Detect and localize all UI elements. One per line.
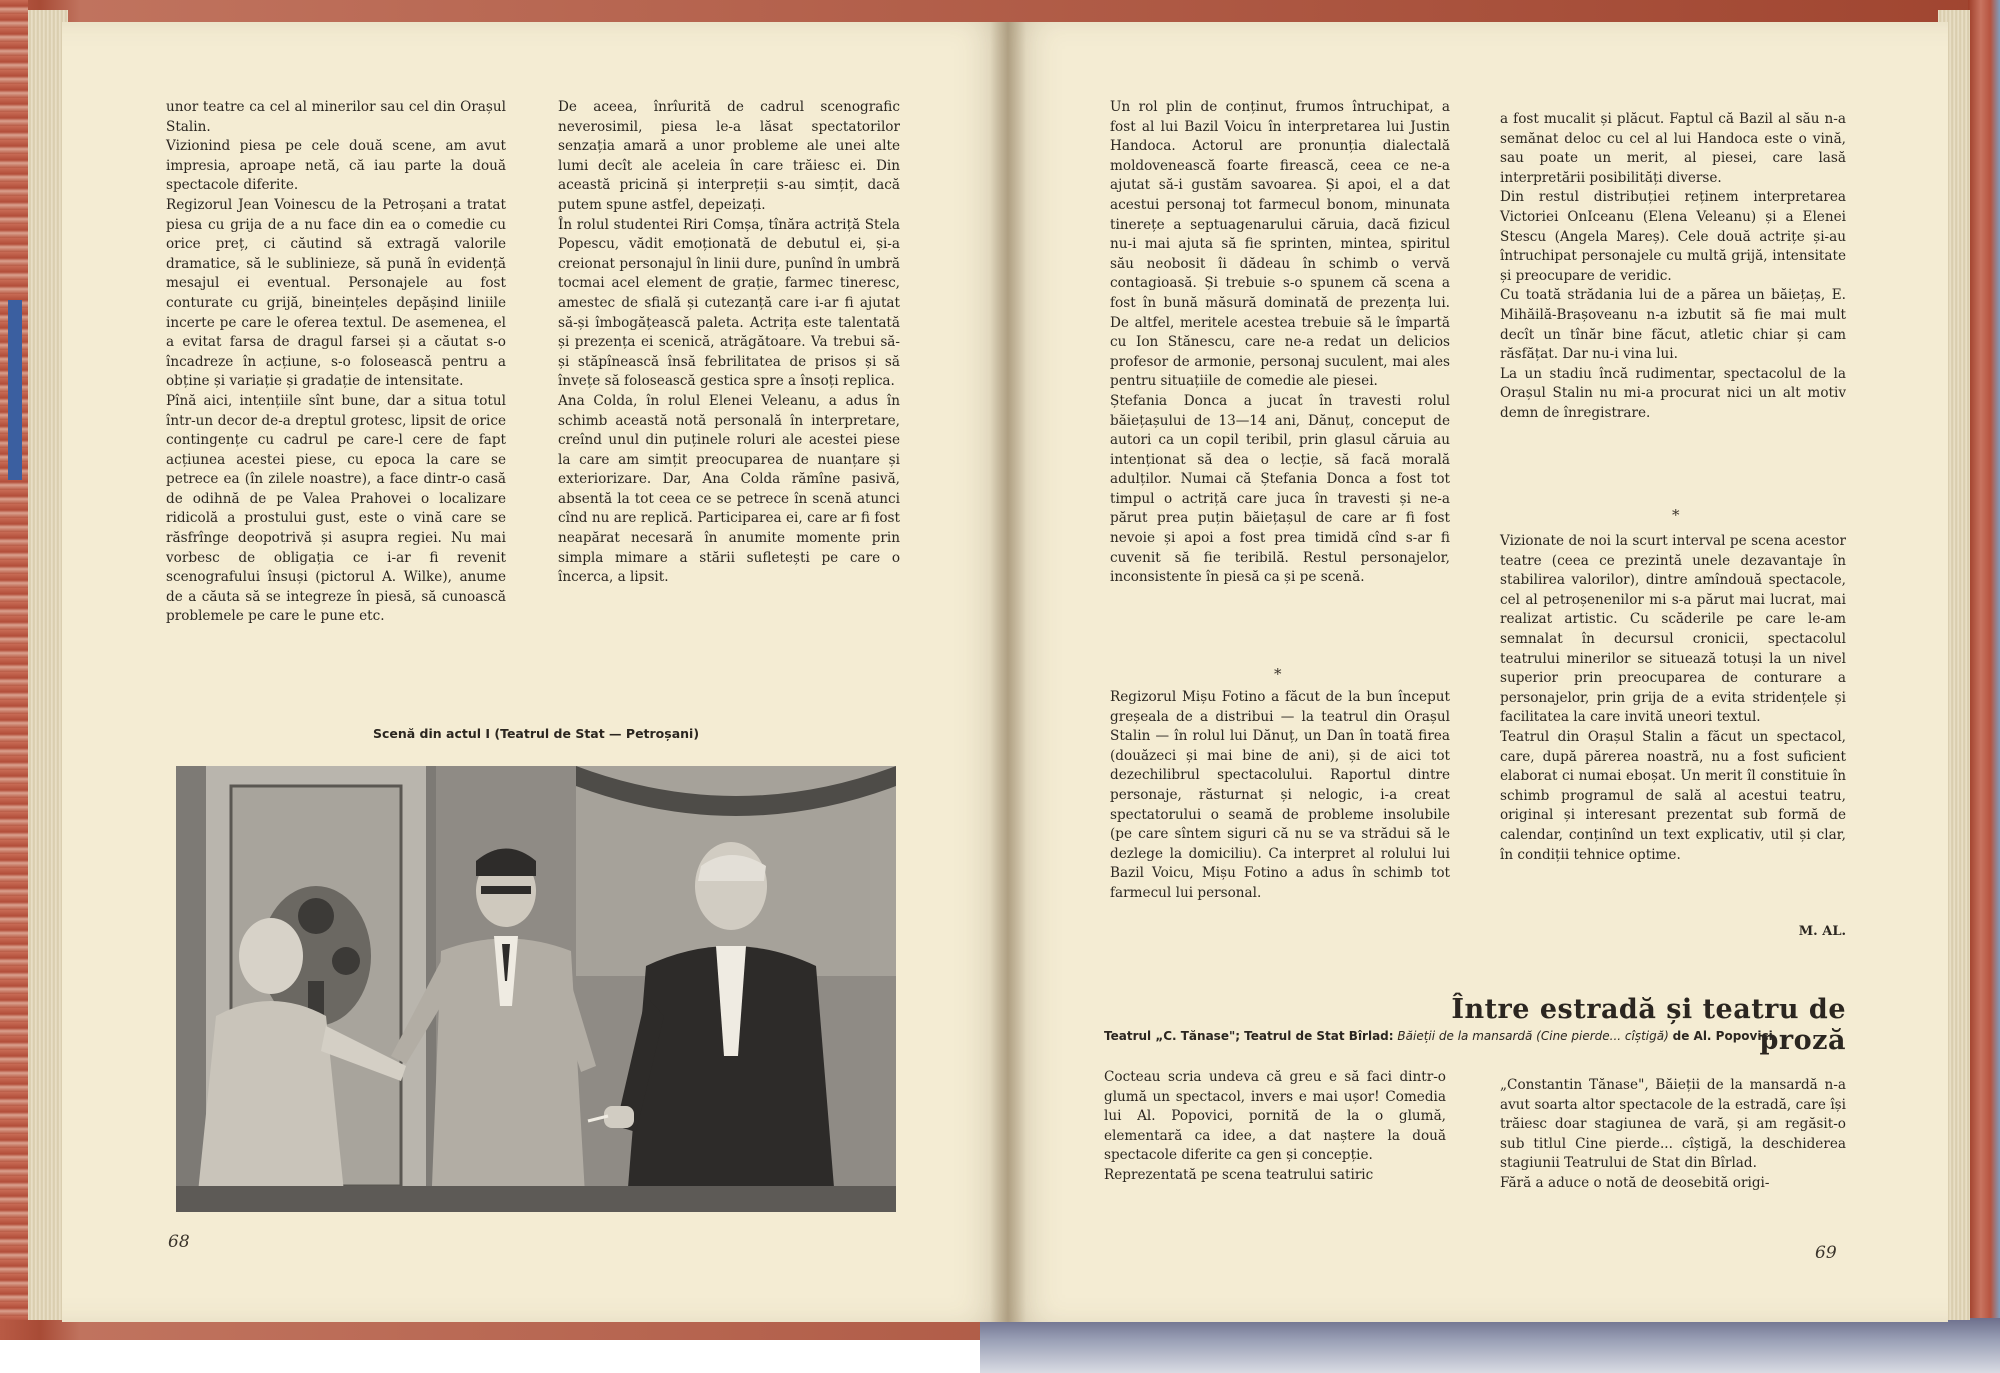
right-page-column-2b: Vizionate de noi la scurt interval pe scena acestor teatre (ceea ce prezintă unele dezavantaje în stabilirea valorilor), dintre amîndouă spectacole, cel al petroșenenilor mi s-a părut mai lucrat, mai realizat artistic. Cu scăderile pe care le-am semnalat în decursul cronicii, spectacolul teatrului minerilor se situează totuși la un nivel superior prin preocuparea de conturare a personajelor, prin grija de a evita stridențele și facilitatea la care invită uneori textul. Teatrul din Orașul Stalin a făcut un spectacol, care, după părerea noastră, nu a fost suficient elaborat ci numai eboșat. Un merit îl constituie în schimb programul de sală al acestui teatru, original și interesant prezentat sub formă de calendar, conținînd un text explicativ, util și clar, în condiții tehnice optime.	[1500, 533, 1846, 863]
left-bookmark	[8, 300, 22, 480]
photo-caption: Scenă din actul I (Teatrul de Stat — Petroșani)	[372, 726, 700, 741]
article-column-1: Cocteau scria undeva că greu e să faci dintr-o glumă un spectacol, invers e mai ușor! Comedia lui Al. Popovici, pornită de la o glumă, elementară ca idee, a dat naștere la două spectacole diferite ca gen și concepție. Reprezentată pe scena teatrului satiric	[1104, 1069, 1446, 1183]
subtitle-play: Băieții de la mansardă (Cine pierde... cîștigă)	[1397, 1029, 1669, 1043]
right-page-column-2: a fost mucalit și plăcut. Faptul că Bazil al său n-a semănat deloc cu cel al lui Handoca este o vină, sau poate un merit, al piesei, care lasă interpretării posibilități diverse. Din restul distribuției reținem interpretarea Victoriei OnIceanu (Elena Veleanu) și a Elenei Stescu (Angela Mareș). Cele două actrițe și-au întruchipat personajele cu multă grijă, intensitate și preocupare de veridic. Cu toată strădania lui de a părea un băiețaș, E. Mihăilă-Brașoveanu n-a izbutit să fie mai mult decît un tînăr bine făcut, atletic chiar și cam răsfățat. Dar nu-i vina lui. La un stadiu încă rudimentar, spectacolul de la Orașul Stalin nu mi-a procurat nici un alt motiv demn de înregistrare.	[1500, 111, 1846, 421]
left-page-column-1: unor teatre ca cel al minerilor sau cel din Orașul Stalin. Vizionind piesa pe cele două scene, am avut impresia, aproape netă, că iau parte la două spectacole diferite. Regizorul Jean Voinescu de la Petroșani a tratat piesa cu grija de a nu face din ea o comedie cu orice preț, ci căutind să extragă valorile dramatice, să le sublinieze, să pună în evidență mesajul ei eventual. Personajele au fost conturate cu grijă, bineințeles depășind liniile incerte pe care le oferea textul. De asemenea, el a evitat farsa de dragul farsei și a căutat s-o încadreze în acțiune, s-o folosească pentru a obține și variație și gradație de intensitate. Pînă aici, intențiile sînt bune, dar a situa totul într-un decor de-a dreptul grotesc, lipsit de orice contingențe cu cadrul pe care-l cere de fapt acțiunea acestei piese, cu epoca la care se petrece ea (în zilele noastre), a face dintr-o casă de odihnă de pe Valea Prahovei o localizare ridicolă a prostului gust, este o vină care se răsfrînge deopotrivă și asupra regiei. Nu mai vorbesc de obligația ce i-ar fi revenit scenografului însuși (pictorul A. Wilke), anume de a căuta să se integreze în piesă, să cunoască problemele pe care le pune etc.	[166, 99, 506, 625]
subtitle-author: de Al. Popovici	[1672, 1029, 1773, 1043]
subtitle-theatres: Teatrul „C. Tănase"; Teatrul de Stat Bîrlad:	[1104, 1029, 1394, 1043]
stage-scene-photo	[176, 766, 896, 1212]
author-signature: M. AL.	[1798, 924, 1846, 939]
article-subtitle	[1104, 1029, 1846, 1043]
article-title: Între estradă și teatru de proză	[1451, 994, 1846, 1056]
section-separator-1: *	[1274, 665, 1282, 683]
left-cover-edge	[0, 0, 28, 1320]
section-separator-2: *	[1672, 506, 1680, 524]
right-page-column-1: Un rol plin de conținut, frumos întruchipat, a fost al lui Bazil Voicu în interpretarea lui Justin Handoca. Actorul are pronunția dialectală moldovenească foarte firească, ceea ce ne-a ajutat să-i gustăm savoarea. Și apoi, el a dat acestui personaj tot farmecul bonom, minunata tinerețe a septuagenarului căruia, dacă fizicul nu-i mai ajuta să fie sprinten, mintea, spiritul său neobosit îi dădeau în schimb o vervă contagioasă. Și trebuie s-o spunem că scena a fost în bună măsură dominată de prezența lui. De altfel, meritele acestea trebuie să le împartă cu Ion Stănescu, care ne-a redat un delicios profesor de armonie, personaj suculent, mai ales pentru situațiile de comedie ale piesei. Ștefania Donca a jucat în travesti rolul băiețașului de 13—14 ani, Dănuț, conceput de autori ca un copil teribil, prin glasul căruia au intenționat să dea o lecție, să facă morală adulților. Numai că Ștefania Donca a fost tot timpul o actriță care juca în travesti și ne-a părut prea puțin băiețașul de care ar fi fost nevoie și apoi a fost prea timidă cînd s-ar fi cuvenit să fie teribilă. Restul personajelor, inconsistente în piesă ca și pe scenă.	[1110, 99, 1450, 586]
right-cover-edge	[1968, 0, 2000, 1320]
left-page-column-2: De aceea, înrîurită de cadrul scenografic neverosimil, piesa le-a lăsat spectatorilor senzația amară a unor probleme ale unei alte lumi decît ale aceleia în care trăiesc ei. Din această pricină și interpreții s-au simțit, dacă putem spune astfel, depeizați. În rolul studentei Riri Comșa, tînăra actriță Stela Popescu, vădit emoționată de debutul ei, și-a creionat personajul în linii dure, punînd în umbră tocmai acel element de grație, farmec tineresc, amestec de sfială și cutezanță care i-ar fi ajutat să-și îmbogățească paleta. Actrița este talentată și prezența ei scenică, atrăgătoare. Va trebui să-și stăpînească însă febrilitatea de prisos și să învețe să folosească gestica spre a însoți replica. Ana Colda, în rolul Elenei Veleanu, a adus în schimb această notă personală în interpretare, creînd unul din puținele roluri ale acestei piese la care am simțit preocuparea de nuanțare și exteriorizare. Dar, Ana Colda rămîne pasivă, absentă la tot ceea ce se petrece în scenă atunci cînd nu are replică. Participarea ei, care ar fi fost neapărat necesară în anumite momente prin simpla mimare a stării sufletești pe care o încerca, a lipsit.	[558, 99, 900, 586]
article-column-2: „Constantin Tănase", Băieții de la mansardă n-a avut soarta altor spectacole de la estradă, care își trăiesc doar stagiunea de vară, și am regăsit-o sub titlul Cine pierde... cîștigă, la deschiderea stagiunii Teatrului de Stat din Bîrlad. Fără a aduce o notă de deosebită origi-	[1500, 1077, 1846, 1191]
left-page-number: 68	[168, 1232, 190, 1252]
desk-surface	[980, 1318, 2000, 1373]
right-page-column-1b: Regizorul Mișu Fotino a făcut de la bun început greșeala de a distribui — la teatrul din Orașul Stalin — în rolul lui Dănuț, un Dan în toată firea (douăzeci și mai bine de ani), și de aici tot dezechilibrul spectacolului. Raportul dintre personaje, răsturnat și nelogic, i-a creat spectatorului o seamă de probleme insolubile (pe care sîntem siguri că nu se va strădui să le dezlege la domiciliu). Ca interpret al rolului lui Bazil Voicu, Mișu Fotino a adus în schimb tot farmecul lui personal.	[1110, 689, 1450, 901]
right-page-number: 69	[1815, 1243, 1837, 1263]
page-gutter	[990, 22, 1026, 1322]
